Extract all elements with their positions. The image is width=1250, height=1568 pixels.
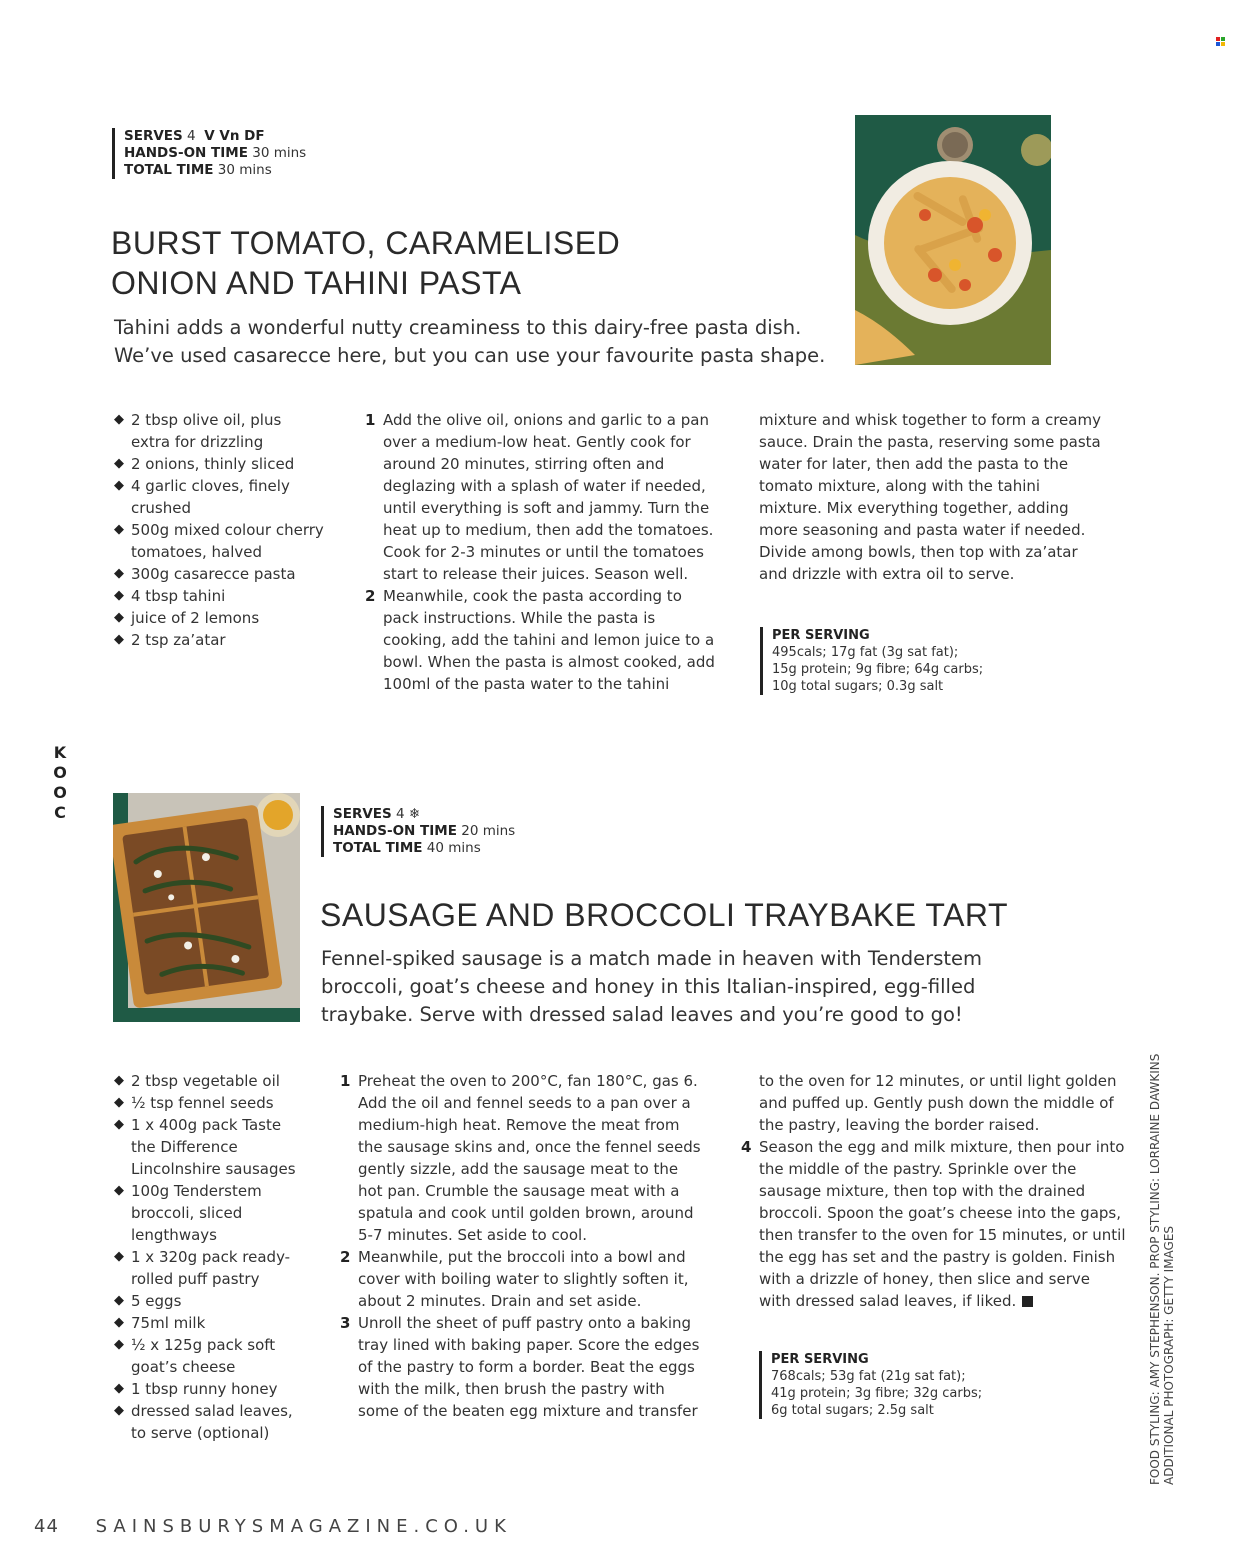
section-label-cook xyxy=(52,743,68,823)
title-line: BURST TOMATO, CARAMELISED xyxy=(111,225,621,261)
step-number: 3 xyxy=(340,1314,351,1332)
total-label: TOTAL TIME xyxy=(124,162,214,178)
intro-line: broccoli, goat’s cheese and honey in this Italian-inspired, egg-filled xyxy=(321,975,976,998)
ingredient-item: ◆ 500g mixed colour cherry tomatoes, halved xyxy=(114,519,324,563)
ingredient-item: ◆ 75ml milk xyxy=(114,1312,306,1334)
serves-value: 4 xyxy=(187,128,196,144)
ingredient-item: ◆ 5 eggs xyxy=(114,1290,306,1312)
step-text-continued: mixture and whisk together to form a creamy sauce. Drain the pasta, reserving some pasta water for later, then add the pasta to the tomato mixture, along with the tahini mixture. Mix everything together, adding more seasoning and pasta water if needed. Divide among bowls, then top with za’atar and drizzle with extra oil to serve. xyxy=(759,411,1101,583)
nutrition-line: 10g total sugars; 0.3g salt xyxy=(772,679,944,694)
section-label-letter: C xyxy=(54,803,66,822)
recipe2-method-col1 xyxy=(340,1070,702,1422)
per-serving-label: PER SERVING xyxy=(771,1352,869,1367)
ingredient-item: ◆ 1 x 320g pack ready-rolled puff pastry xyxy=(114,1246,306,1290)
section-label-letter: K xyxy=(53,743,67,762)
handson-label: HANDS-ON TIME xyxy=(124,145,248,161)
handson-value: 30 mins xyxy=(252,145,307,161)
credit-line: ADDITIONAL PHOTOGRAPH: GETTY IMAGES xyxy=(1162,1225,1176,1485)
recipe2-method-col2 xyxy=(741,1070,1126,1312)
method-step xyxy=(365,409,715,585)
total-label: TOTAL TIME xyxy=(333,840,423,856)
recipe2-meta xyxy=(321,806,515,857)
method-step xyxy=(340,1246,702,1312)
step-text: Season the egg and milk mixture, then pour into the middle of the pastry. Sprinkle over the sausage mixture, then top with the drained broccoli. Spoon the goat’s cheese into the gaps, then transfer to the oven for 15 minutes, or until the egg has set and the pastry is golden. Finish with a drizzle of honey, then slice and serve with dressed salad leaves, if liked. xyxy=(759,1138,1126,1310)
intro-line: We’ve used casarecce here, but you can use your favourite pasta shape. xyxy=(114,344,826,367)
serves-value: 4 xyxy=(396,806,405,822)
ingredient-item: ◆ dressed salad leaves, to serve (optional) xyxy=(114,1400,306,1444)
ingredient-item: ◆ 2 tbsp vegetable oil xyxy=(114,1070,306,1092)
site-url[interactable]: SAINSBURYSMAGAZINE.CO.UK xyxy=(95,1516,512,1537)
pasta-photo xyxy=(855,115,1051,365)
ingredient-item: ◆ 2 tbsp olive oil, plus extra for drizzling xyxy=(114,409,324,453)
ingredient-item: ◆ 4 tbsp tahini xyxy=(114,585,324,607)
nutrition-line: 6g total sugars; 2.5g salt xyxy=(771,1403,934,1418)
ingredient-item: ◆ 4 garlic cloves, finely crushed xyxy=(114,475,324,519)
total-value: 30 mins xyxy=(217,162,272,178)
end-mark-icon xyxy=(1022,1296,1033,1307)
page-number: 44 xyxy=(34,1516,59,1537)
ingredient-item: ◆ 300g casarecce pasta xyxy=(114,563,324,585)
step-text-continued: to the oven for 12 minutes, or until light golden and puffed up. Gently push down the middle of the pastry, leaving the border raised. xyxy=(759,1072,1117,1134)
nutrition-line: 41g protein; 3g fibre; 32g carbs; xyxy=(771,1386,983,1401)
nutrition-line: 768cals; 53g fat (21g sat fat); xyxy=(771,1369,966,1384)
photo-credits xyxy=(1148,1010,1176,1485)
recipe2-ingredients xyxy=(114,1070,306,1444)
step-text: Preheat the oven to 200°C, fan 180°C, gas 6. Add the oil and fennel seeds to a pan over a medium-high heat. Remove the meat from the sausage skins and, once the fennel seeds gently sizzle, add the sausage meat to the hot pan. Crumble the sausage meat with a spatula and cook until golden brown, around 5-7 minutes. Set aside to cool. xyxy=(358,1072,701,1244)
multicolor-logo-icon xyxy=(1216,31,1225,40)
recipe2-per-serving xyxy=(759,1351,982,1419)
intro-line: Fennel-spiked sausage is a match made in heaven with Tenderstem xyxy=(321,947,982,970)
step-number: 4 xyxy=(741,1138,752,1156)
diet-tags: V Vn DF xyxy=(204,128,265,144)
per-serving-label: PER SERVING xyxy=(772,628,870,643)
nutrition-line: 495cals; 17g fat (3g sat fat); xyxy=(772,645,959,660)
method-step xyxy=(340,1312,702,1422)
handson-label: HANDS-ON TIME xyxy=(333,823,457,839)
recipe1-intro xyxy=(114,314,825,370)
serves-label: SERVES xyxy=(333,806,392,822)
tart-photo xyxy=(113,793,300,1022)
snowflake-icon: ❄ xyxy=(408,806,421,822)
page-footer xyxy=(34,1516,512,1537)
recipe1-ingredients xyxy=(114,409,324,651)
step-text: Meanwhile, cook the pasta according to pack instructions. While the pasta is cooking, add the tahini and lemon juice to a bowl. When the pasta is almost cooked, add 100ml of the pasta water to the tahini xyxy=(383,587,715,693)
step-number: 2 xyxy=(365,587,376,605)
ingredient-item: ◆ 1 tbsp runny honey xyxy=(114,1378,306,1400)
step-text: Unroll the sheet of puff pastry onto a baking tray lined with baking paper. Score the edges of the pastry to form a border. Beat the eggs with the milk, then brush the pastry with some of the beaten egg mixture and transfer xyxy=(358,1314,700,1420)
step-text: Meanwhile, put the broccoli into a bowl and cover with boiling water to slightly soften it, about 2 minutes. Drain and set aside. xyxy=(358,1248,689,1310)
ingredient-item: ◆ ½ x 125g pack soft goat’s cheese xyxy=(114,1334,306,1378)
ingredient-item: ◆ 1 x 400g pack Taste the Difference Lincolnshire sausages xyxy=(114,1114,306,1180)
recipe1-meta xyxy=(112,128,306,179)
serves-label: SERVES xyxy=(124,128,183,144)
section-label-letter: O xyxy=(53,763,67,782)
total-value: 40 mins xyxy=(426,840,481,856)
ingredient-item: ◆ ½ tsp fennel seeds xyxy=(114,1092,306,1114)
ingredient-item: ◆ juice of 2 lemons xyxy=(114,607,324,629)
recipe1-title xyxy=(111,223,620,303)
step-number: 1 xyxy=(365,411,376,429)
method-step xyxy=(340,1070,702,1246)
recipe2-intro xyxy=(321,945,982,1029)
recipe1-method-col1 xyxy=(365,409,715,695)
title-line: SAUSAGE AND BROCCOLI TRAYBAKE TART xyxy=(320,897,1008,933)
ingredient-item: ◆ 100g Tenderstem broccoli, sliced lengthways xyxy=(114,1180,306,1246)
step-text: Add the olive oil, onions and garlic to a pan over a medium-low heat. Gently cook for around 20 minutes, stirring often and deglazing with a splash of water if needed, until everything is soft and jammy. Turn the heat up to medium, then add the tomatoes. Cook for 2-3 minutes or until the tomatoes start to release their juices. Season well. xyxy=(383,411,714,583)
credit-line: FOOD STYLING: AMY STEPHENSON. PROP STYLING: LORRAINE DAWKINS xyxy=(1148,1053,1162,1485)
title-line: ONION AND TAHINI PASTA xyxy=(111,265,522,301)
section-label-letter: O xyxy=(53,783,67,802)
recipe2-title xyxy=(320,895,1008,935)
step-number: 1 xyxy=(340,1072,351,1090)
method-step xyxy=(741,1136,1126,1312)
recipe1-method-col2 xyxy=(759,409,1104,585)
nutrition-line: 15g protein; 9g fibre; 64g carbs; xyxy=(772,662,984,677)
ingredient-item: ◆ 2 onions, thinly sliced xyxy=(114,453,324,475)
step-number: 2 xyxy=(340,1248,351,1266)
recipe1-per-serving xyxy=(760,627,983,695)
intro-line: traybake. Serve with dressed salad leaves and you’re good to go! xyxy=(321,1003,963,1026)
handson-value: 20 mins xyxy=(461,823,516,839)
method-step xyxy=(365,585,715,695)
ingredient-item: ◆ 2 tsp za’atar xyxy=(114,629,324,651)
intro-line: Tahini adds a wonderful nutty creaminess to this dairy-free pasta dish. xyxy=(114,316,802,339)
